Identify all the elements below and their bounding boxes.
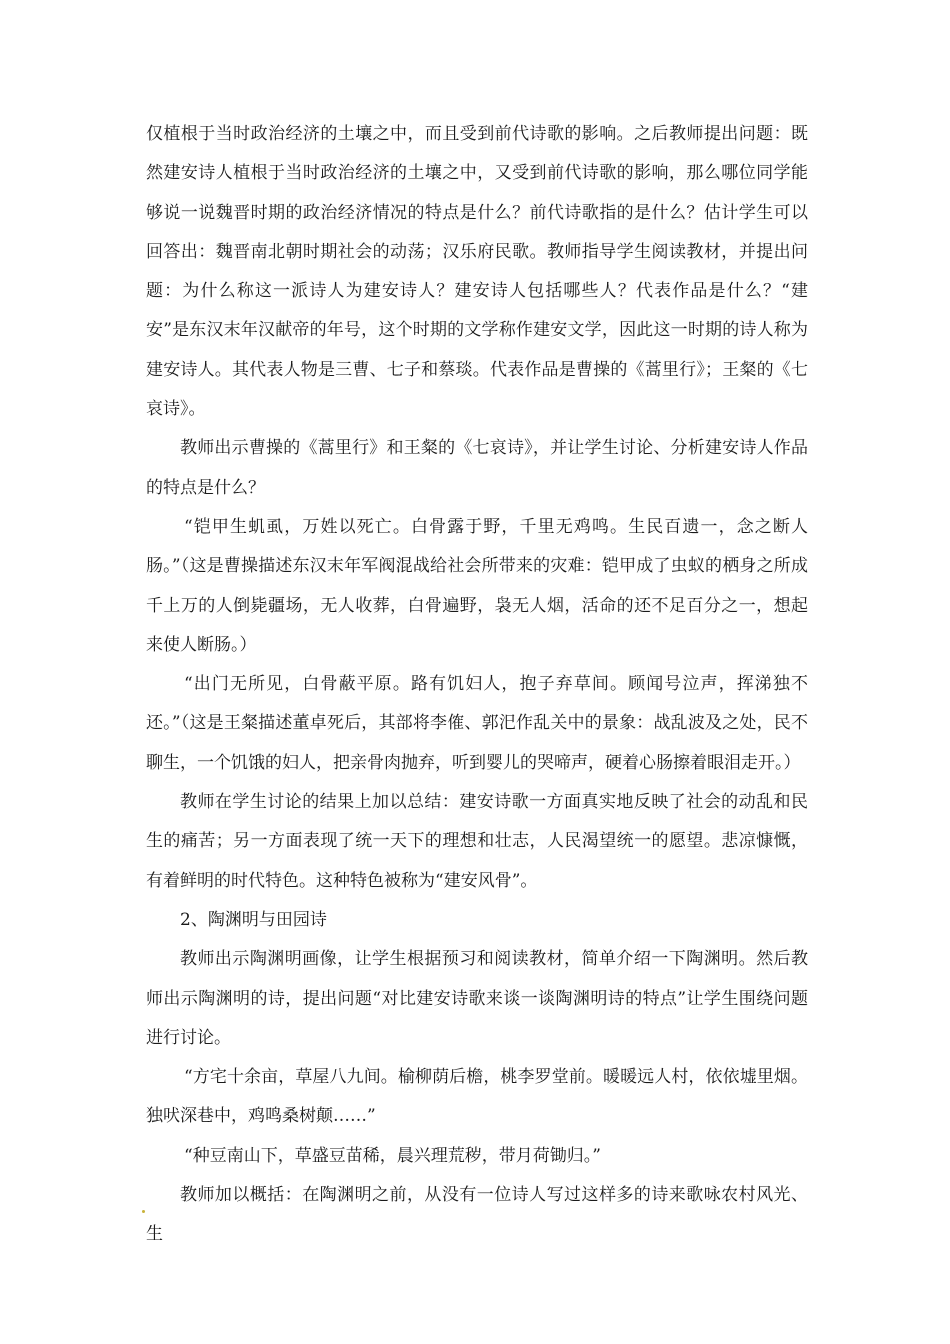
- paragraph-jianan-summary: 教师在学生讨论的结果上加以总结：建安诗歌一方面真实地反映了社会的动乱和民生的痛苦；另一方面表现了统一天下的理想和壮志，人民渴望统一的愿望。悲凉慷慨，有着鲜明的时代特色。这种特色被称为“建安风骨”。: [146, 792, 808, 891]
- paragraph-tao-introduction: 教师出示陶渊明画像，让学生根据预习和阅读教材，简单介绍一下陶渊明。然后教师出示陶渊明的诗，提出问题“对比建安诗歌来谈一谈陶渊明诗的特点”让学生围绕问题进行讨论。: [146, 949, 808, 1048]
- section-heading-tao-yuanming: 2、陶渊明与田园诗: [180, 909, 327, 930]
- document-body: [146, 115, 808, 1255]
- paragraph-tao-poem-quote-1: “方宅十余亩，草屋八九间。榆柳荫后檐，桃李罗堂前。暖暖远人村，依依墟里烟。独吠深巷中，鸡鸣桑树颠……”: [146, 1067, 808, 1127]
- paragraph-jianan-background: 仅植根于当时政治经济的土壤之中，而且受到前代诗歌的影响。之后教师提出问题：既然建安诗人植根于当时政治经济的土壤之中，又受到前代诗歌的影响，那么哪位同学能够说一说魏晋时期的政治经济情况的特点是什么？前代诗歌指的是什么？估计学生可以回答出：魏晋南北朝时期社会的动荡；汉乐府民歌。教师指导学生阅读教材，并提出问题：为什么称这一派诗人为建安诗人？建安诗人包括哪些人？代表作品是什么？“建安”是东汉末年汉献帝的年号，这个时期的文学称作建安文学，因此这一时期的诗人称为建安诗人。其代表人物是三曹、七子和蔡琰。代表作品是曹操的《蒿里行》；王粲的《七哀诗》。: [146, 124, 808, 420]
- paragraph-tao-summary: 教师加以概括：在陶渊明之前，从没有一位诗人写过这样多的诗来歌咏农村风光、生: [146, 1185, 808, 1245]
- margin-dot-mark: [142, 1210, 145, 1213]
- paragraph-haolixing-quote: “铠甲生虮虱，万姓以死亡。白骨露于野，千里无鸡鸣。生民百遗一，念之断人肠。”（这是曹操描述东汉末年军阀混战给社会所带来的灾难：铠甲成了虫蚁的栖身之所成千上万的人倒毙疆场，无人收葬，白骨遍野，袅无人烟，活命的还不足百分之一，想起来使人断肠。）: [146, 516, 808, 655]
- paragraph-qiaishi-quote: “出门无所见，白骨蔽平原。路有饥妇人，抱子弃草间。顾闻号泣声，挥涕独不还。”（这是王粲描述董卓死后，其部将李傕、郭汜作乱关中的景象：战乱波及之处，民不聊生，一个饥饿的妇人，把亲骨肉抛弃，听到婴儿的哭啼声，硬着心肠擦着眼泪走开。）: [146, 674, 808, 773]
- paragraph-tao-poem-quote-2: “种豆南山下，草盛豆苗稀，晨兴理荒秽，带月荷锄归。”: [184, 1145, 601, 1166]
- paragraph-teacher-shows-poems: 教师出示曹操的《蒿里行》和王粲的《七哀诗》，并让学生讨论、分析建安诗人作品的特点是什么？: [146, 438, 808, 498]
